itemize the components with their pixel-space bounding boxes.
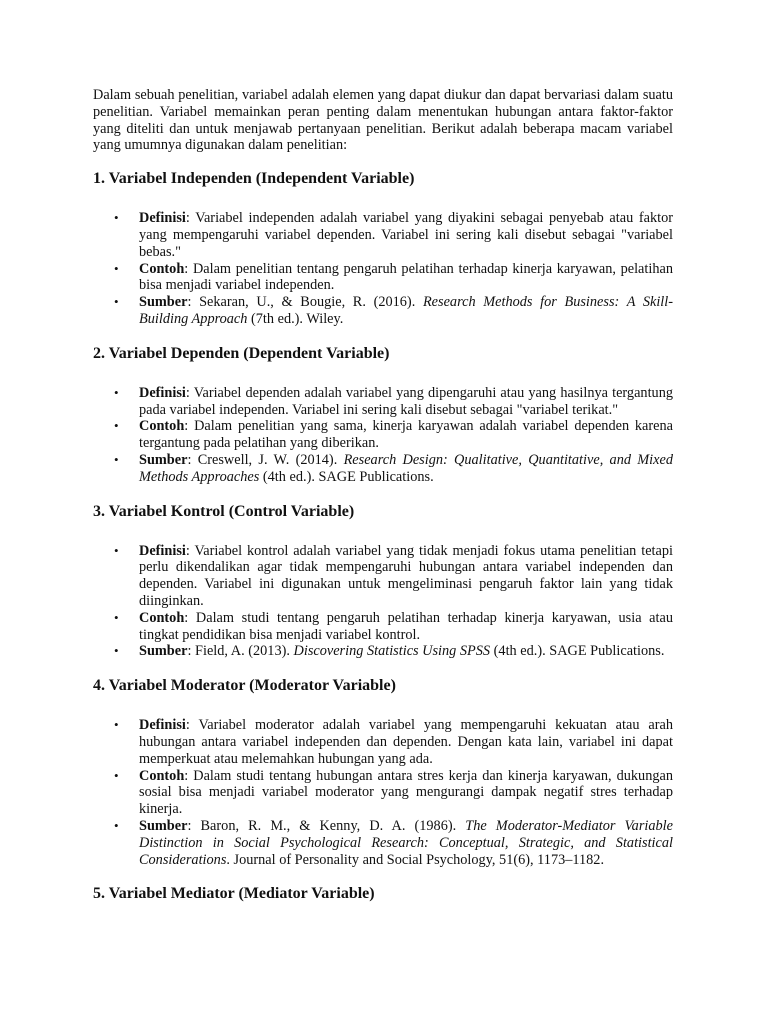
bullet-icon: • — [114, 542, 119, 558]
list-item-contoh — [114, 767, 673, 818]
item-label: Contoh — [139, 260, 185, 277]
list-item-definisi — [114, 384, 673, 419]
section-list — [93, 210, 673, 328]
bullet-icon: • — [114, 609, 119, 625]
section-heading: 5. Variabel Mediator (Mediator Variable) — [93, 885, 375, 903]
bullet-icon: • — [114, 817, 119, 833]
section-list — [93, 717, 673, 868]
list-item-sumber — [114, 294, 673, 328]
item-text: : Variabel kontrol adalah variabel yang tidak menjadi fokus utama penelitian tetapi perlu dikendalikan agar tidak mempengaruhi hubungan antara variabel independen dan dependen. Variabel ini digunakan untuk mengeliminasi pengaruh faktor lain yang tidak diinginkan. — [139, 542, 673, 609]
item-label: Sumber — [139, 643, 188, 660]
item-text: . Journal of Personality and Social Psychology, 51(6), 1173–1182. — [226, 851, 605, 868]
item-text: : Field, A. (2013). — [187, 643, 294, 660]
item-text: : Sekaran, U., & Bougie, R. (2016). — [187, 294, 423, 311]
reference-title: Discovering Statistics Using SPSS — [293, 643, 491, 660]
item-text: : Dalam studi tentang pengaruh pelatihan terhadap kinerja karyawan, usia atau tingkat pendidikan bisa menjadi variabel kontrol. — [139, 609, 673, 643]
section-list — [93, 543, 673, 661]
bullet-icon: • — [114, 210, 119, 226]
bullet-icon: • — [114, 767, 119, 783]
list-item-contoh — [114, 260, 673, 295]
item-label: Definisi — [139, 210, 186, 227]
item-text: : Dalam penelitian tentang pengaruh pelatihan terhadap kinerja karyawan, pelatihan bisa menjadi variabel independen. — [139, 260, 673, 294]
item-text: : Creswell, J. W. (2014). — [187, 451, 344, 468]
list-item-definisi — [114, 210, 673, 260]
section-list — [93, 385, 673, 486]
item-label: Definisi — [139, 542, 186, 559]
item-label: Sumber — [139, 294, 188, 311]
item-label: Contoh — [139, 767, 185, 784]
item-text: (7th ed.). Wiley. — [247, 310, 344, 327]
section-heading: 1. Variabel Independen (Independent Variable) — [93, 170, 415, 188]
list-item-contoh — [114, 418, 673, 452]
list-item-sumber — [114, 451, 673, 486]
bullet-icon: • — [114, 294, 119, 310]
item-text: : Dalam studi tentang hubungan antara stres kerja dan kinerja karyawan, dukungan sosial bisa menjadi variabel moderator yang mengurangi dampak negatif stres terhadap kinerja. — [139, 767, 673, 818]
bullet-icon: • — [114, 260, 119, 276]
item-text: : Dalam penelitian yang sama, kinerja karyawan adalah variabel dependen karena tergantung pada pelatihan yang diberikan. — [139, 418, 673, 452]
item-text: : Variabel dependen adalah variabel yang dipengaruhi atau yang hasilnya tergantung pada variabel independen. Variabel ini sering kali disebut sebagai "variabel terikat." — [139, 384, 673, 418]
list-item-definisi — [114, 542, 673, 610]
item-label: Contoh — [139, 418, 185, 435]
section-heading: 3. Variabel Kontrol (Control Variable) — [93, 502, 355, 520]
item-text: : Variabel moderator adalah variabel yang mempengaruhi kekuatan atau arah hubungan antara variabel independen dan dependen. Dengan kata lain, variabel ini dapat memperkuat atau melemahkan hubungan yang ada. — [139, 717, 673, 767]
item-label: Sumber — [139, 451, 188, 468]
item-label: Definisi — [139, 384, 186, 401]
bullet-icon: • — [114, 643, 119, 659]
bullet-icon: • — [114, 717, 119, 733]
bullet-icon: • — [114, 418, 119, 434]
list-item-sumber — [114, 643, 673, 660]
item-label: Definisi — [139, 717, 186, 734]
item-text: : Variabel independen adalah variabel yang diyakini sebagai penyebab atau faktor yang mempengaruhi variabel dependen. Variabel ini sering kali disebut sebagai "variabel bebas." — [139, 210, 673, 260]
item-label: Sumber — [139, 817, 188, 834]
list-item-contoh — [114, 609, 673, 644]
reference-title: Research Design: Qualitative, Quantitative, and Mixed Methods Approaches — [139, 451, 673, 485]
list-item-definisi — [114, 717, 673, 767]
intro-paragraph: Dalam sebuah penelitian, variabel adalah elemen yang dapat diukur dan dapat bervariasi dalam suatu penelitian. Variabel memainkan peran penting dalam menentukan hubungan antara faktor-faktor yang diteliti dan untuk menjawab pertanyaan penelitian. Berikut adalah beberapa macam variabel yang umumnya digunakan dalam penelitian: — [93, 87, 673, 154]
item-text: (4th ed.). SAGE Publications. — [259, 468, 434, 485]
bullet-icon: • — [114, 384, 119, 400]
list-item-sumber — [114, 817, 673, 868]
section-heading: 2. Variabel Dependen (Dependent Variable) — [93, 344, 390, 362]
bullet-icon: • — [114, 451, 119, 467]
reference-title: Research Methods for Business: A Skill-Building Approach — [139, 294, 673, 327]
item-label: Contoh — [139, 609, 185, 626]
reference-title: The Moderator-Mediator Variable Distinction in Social Psychological Research: Conceptual, Strategic, and Statistical Considerations — [139, 817, 673, 868]
item-text: : Baron, R. M., & Kenny, D. A. (1986). — [187, 817, 466, 834]
section-heading: 4. Variabel Moderator (Moderator Variable) — [93, 677, 396, 695]
item-text: (4th ed.). SAGE Publications. — [490, 643, 665, 660]
